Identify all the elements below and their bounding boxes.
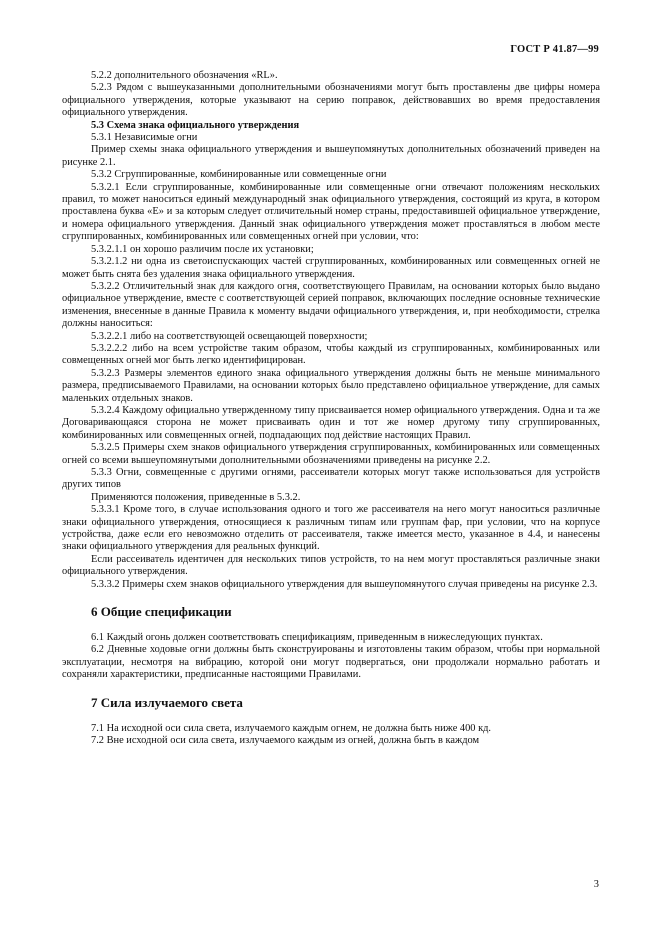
paragraph: Пример схемы знака официального утверждения и вышеупомянутых дополнительных обозначений приведен на рисунке 2.1. — [62, 144, 600, 168]
paragraph: 5.3.3 Огни, совмещенные с другими огнями, рассеиватели которых могут также использоваться для устройств других типов — [62, 467, 600, 491]
paragraph: 5.3.3.1 Кроме того, в случае использования одного и того же рассеивателя на него могут наноситься различные знаки официального утверждения, относящиеся к различным типам или группам фар, при условии, что на корпусе устройства, даже если его невозможно отделить от рассеивателя, также имеется место, указанное в 4.4, и нанесены знаки официального утверждения для реальных функций. — [62, 504, 600, 553]
paragraph: 5.3.2.1.1 он хорошо различим после их установки; — [91, 243, 314, 255]
paragraph: 5.3.2.1 Если сгруппированные, комбинированные или совмещенные огни отвечают положениям нескольких правил, то может наноситься единый международный знак официального утверждения, состоящий из круга, в котором проставлена буква «Е» и за которым следует отличительный номер страны, предоставившей официальное утверждение, и номера официального утверждения. Данный знак официального утверждения может проставляться в любом месте сгруппированных, комбинированных или совмещенных огней при условии, что: — [62, 181, 600, 243]
document-body — [62, 70, 600, 748]
paragraph: 5.3.1 Независимые огни — [91, 132, 198, 144]
paragraph: 7.1 На исходной оси сила света, излучаемого каждым огнем, не должна быть ниже 400 кд. — [91, 722, 492, 734]
paragraph: 5.3.2 Сгруппированные, комбинированные или совмещенные огни — [91, 169, 387, 181]
paragraph: 5.3.2.2.2 либо на всем устройстве таким образом, чтобы каждый из сгруппированных, комбинированных или совмещенных огней мог быть легко идентифицирован. — [62, 342, 600, 367]
paragraph: 5.2.2 дополнительного обозначения «RL». — [91, 70, 278, 81]
document-id-header: ГОСТ Р 41.87—99 — [510, 44, 599, 55]
paragraph: Если рассеиватель идентичен для нескольких типов устройств, то на нем могут проставляться различные знаки официального утверждения. — [62, 553, 600, 578]
paragraph: Применяются положения, приведенные в 5.3.2. — [91, 491, 301, 503]
paragraph: 7.2 Вне исходной оси сила света, излучаемого каждым из огней, должна быть в каждом — [91, 735, 480, 747]
paragraph: 6.2 Дневные ходовые огни должны быть сконструированы и изготовлены таким образом, чтобы при нормальной эксплуатации, несмотря на вибрацию, которой они могут подвергаться, они продолжали нормально работать и сохраняли характеристики, предписанные настоящими Правилами. — [62, 644, 600, 681]
paragraph: 5.3.2.2 Отличительный знак для каждого огня, соответствующего Правилам, на основании которых было выдано официальное утверждение, вместе с соответствующей серией поправок, включающих последние основные технические изменения, внесенные в данные Правила к моменту выдачи официального утверждения, и, при необходимости, стрелка должны наноситься: — [62, 280, 600, 330]
paragraph: 5.3.2.4 Каждому официально утвержденному типу присваивается номер официального утверждения. Одна и та же Договаривающаяся сторона не может присваивать один и тот же номер другому типу сгруппированных, комбинированных или совмещенных огней, подпадающих под действие настоящих Правил. — [62, 404, 600, 441]
subsection-heading: 5.3 Схема знака официального утверждения — [91, 119, 300, 131]
paragraph: 5.3.2.1.2 ни одна из светоиспускающих частей сгруппированных, комбинированных или совмещенных огней не может быть снята без удаления знака официального утверждения. — [62, 256, 600, 280]
section-heading-7: 7 Сила излучаемого света — [91, 694, 243, 710]
page-number: 3 — [593, 879, 599, 890]
paragraph: 5.3.2.5 Примеры схем знаков официального утверждения сгруппированных, комбинированных или совмещенных огней со всеми вышеупомянутыми дополнительными обозначениями приведены на рисунке 2.2. — [62, 442, 600, 466]
paragraph: 5.2.3 Рядом с вышеуказанными дополнительными обозначениями могут быть проставлены две цифры номера официального утверждения, которые указывают на серию поправок, действовавших во время предоставления официального утверждения. — [62, 82, 600, 119]
paragraph: 6.1 Каждый огонь должен соответствовать спецификациям, приведенным в нижеследующих пунктах. — [91, 632, 543, 644]
section-heading-6: 6 Общие спецификации — [91, 604, 232, 620]
paragraph: 5.3.2.3 Размеры элементов единого знака официального утверждения должны быть не меньше минимального размера, предписываемого Правилами, на основании которых было представлено официальное утверждение, для самых маленьких отдельных знаков. — [62, 367, 600, 404]
paragraph: 5.3.3.2 Примеры схем знаков официального утверждения для вышеупомянутого случая приведены на рисунке 2.3. — [91, 578, 598, 590]
paragraph: 5.3.2.2.1 либо на соответствующей освещающей поверхности; — [91, 330, 368, 342]
